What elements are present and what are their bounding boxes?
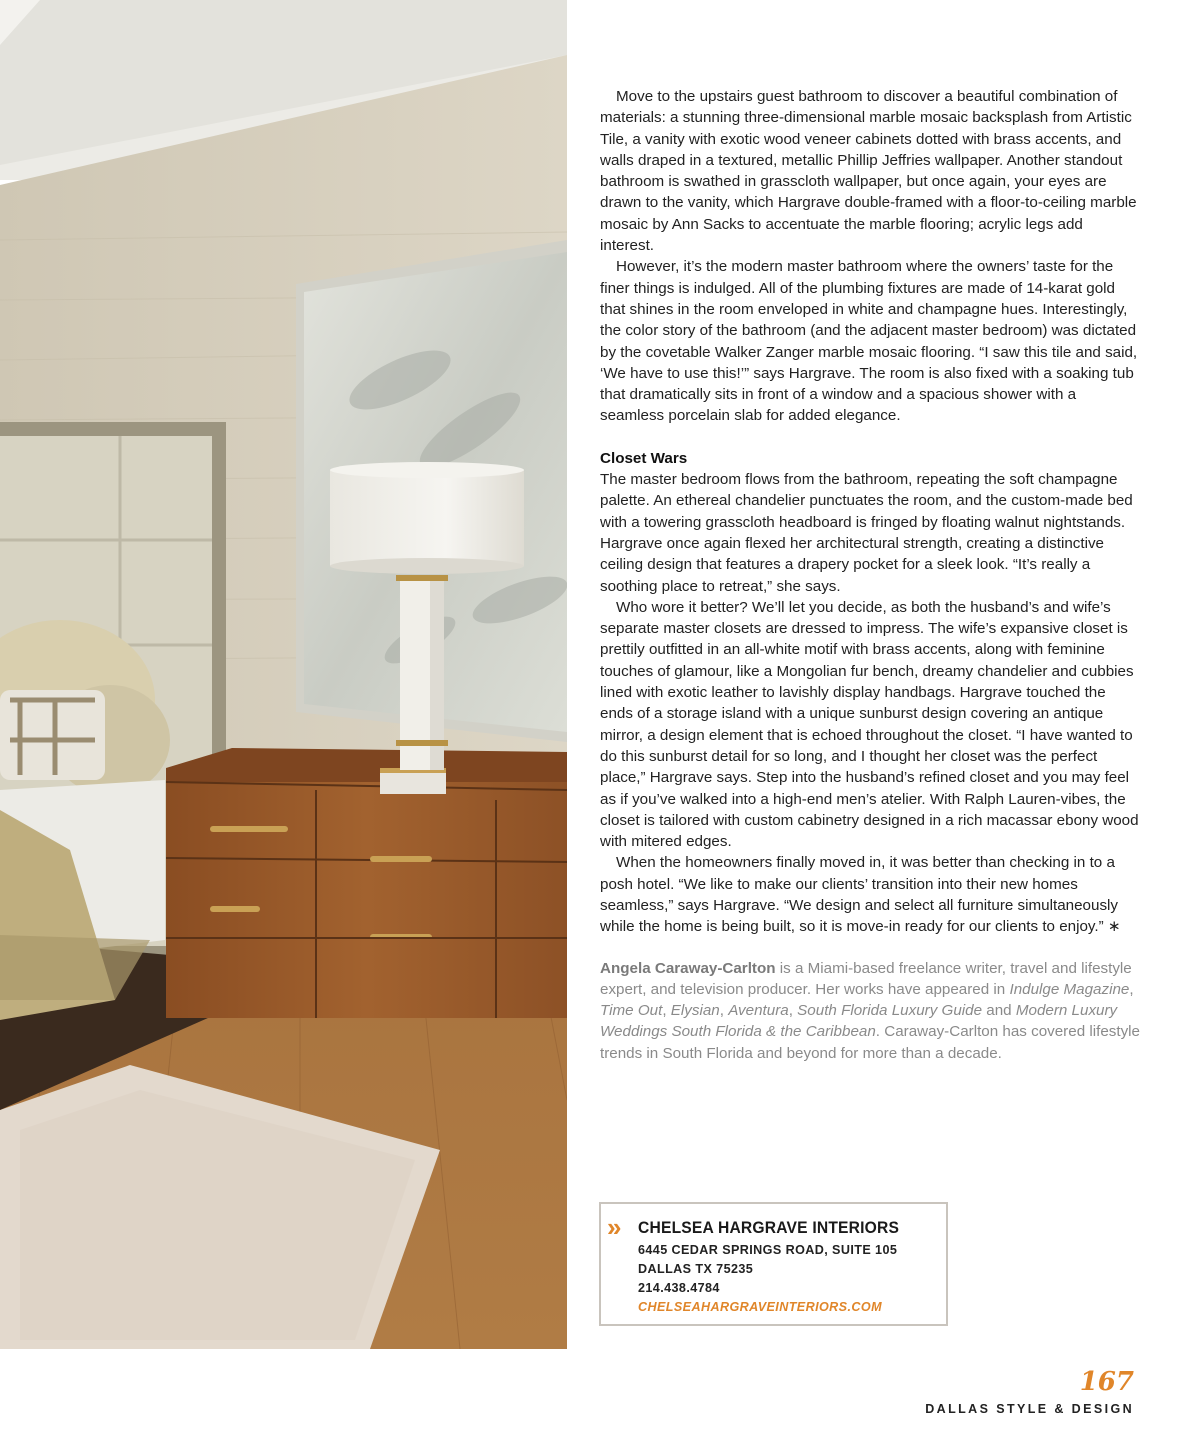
phone-number: 214.438.4784 [638,1281,720,1295]
bio-separator: , [788,1002,798,1020]
city-line: DALLAS TX 75235 [638,1262,754,1276]
website-link[interactable]: CHELSEAHARGRAVEINTERIORS.COM [638,1300,882,1314]
bio-separator: , [719,1002,729,1020]
bio-text: is a Miami-based freelance writer, travel and lifestyle expert, and television producer. Her works have appeared in [600,959,1132,998]
publication: Modern Luxury Weddings South Florida & the Caribbean [600,1002,1118,1041]
double-chevron-icon: » [607,1212,616,1242]
address-line: 6445 CEDAR SPRINGS ROAD, SUITE 105 [638,1243,898,1257]
paragraph: Who wore it better? We’ll let you decide, as both the husband’s and wife’s separate master closets are dressed to impress. The wife’s expansive closet is prettily outfitted in an all-white motif with brass accents, along with feminine touches of glamour, like a Mongolian fur bench, dreamy chandelier and cubbies lined with exotic leather to lavishly display handbags. Hargrave touched the ends of a storage island with a unique sunburst design covering an antique mirror, a design element that is echoed throughout the closet. “I have wanted to do this sunburst detail for so long, and I thought her closet was the perfect place,” Hargrave says. Step into the husband’s refined closet and you may feel as if you’ve walked into a high-end men’s atelier. With Ralph Lauren-vibes, the closet is tailored with custom cabinetry designed in a rich macassar ebony wood with mitered edges. [600,598,1139,851]
paragraph: However, it’s the modern master bathroom where the owners’ taste for the finer things is indulged. All of the plumbing fixtures are made of 14-karat gold that shines in the room enveloped in white and champagne hues. Interestingly, the color story of the bathroom (and the adjacent master bedroom) was dictated by the covetable Walker Zanger marble mosaic flooring. “I saw this tile and said, ‘We have to use this!’” says Hargrave. The room is also fixed with a soaking tub that dramatically sits in front of a window and a spacious shower with a seamless porcelain slab for added elegance. [600,258,1138,425]
article-body [600,86,1140,1064]
publication: Aventura [728,1002,789,1020]
paragraph: The master bedroom flows from the bathroom, repeating the soft champagne palette. An ethereal chandelier punctuates the room, and the custom-made bed with a towering grasscloth headboard is fringed by floating walnut nightstands. Hargrave once again flexed her architectural strength, creating a distinctive ceiling design that features a drapery pocket for a sleek look. “It’s really a soothing place to retreat,” she says. [600,471,1133,595]
author-name: Angela Caraway-Carlton [600,959,776,977]
contact-box [599,1202,948,1326]
bedroom-photo [0,0,567,1349]
subheading: Closet Wars [600,449,688,467]
author-bio [600,958,1140,1064]
bio-text: . Caraway-Carlton has covered lifestyle trends in South Florida and beyond for more than a decade. [600,1023,1140,1062]
bio-separator: and [982,1002,1016,1020]
publication: Indulge Magazine [1009,980,1130,998]
publication: South Florida Luxury Guide [797,1002,983,1020]
publication: Elysian [670,1002,720,1020]
bio-separator: , [1129,980,1134,998]
paragraph: When the homeowners finally moved in, it was better than checking in to a posh hotel. “We like to make our clients’ transition into their new homes seamless,” says Hargrave. “We design and select all furniture simultaneously while the home is being built, so it is move-in ready for our clients to enjoy.” ∗ [600,854,1121,936]
company-name: CHELSEA HARGRAVE INTERIORS [638,1218,900,1237]
magazine-name: DALLAS STYLE & DESIGN [925,1402,1134,1416]
page-number: 167 [1079,1367,1134,1397]
bio-separator: , [662,1002,671,1020]
publication: Time Out [600,1002,663,1020]
paragraph: Move to the upstairs guest bathroom to discover a beautiful combination of materials: a stunning three-dimensional marble mosaic backsplash from Artistic Tile, a vanity with exotic wood veneer cabinets dotted with brass accents, and walls draped in a textured, metallic Phillip Jeffries wallpaper. Another standout bathroom is swathed in grasscloth wallpaper, but once again, your eyes are drawn to the vanity, which Hargrave double-framed with a floor-to-ceiling marble mosaic by Ann Sacks to accentuate the marble flooring; acrylic legs add interest. [600,88,1137,255]
